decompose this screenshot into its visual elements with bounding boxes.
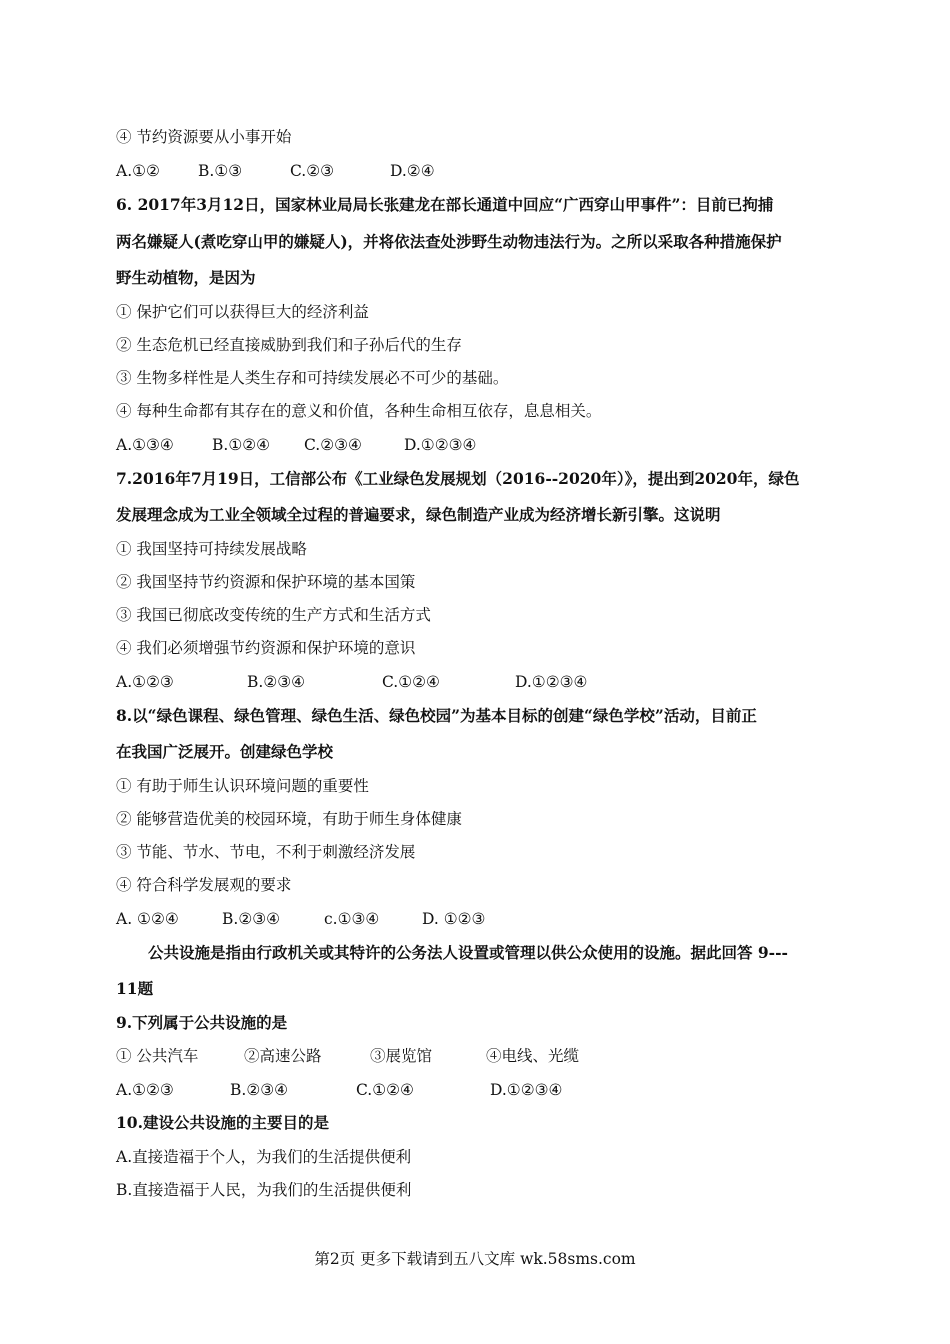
q6-item-4: ④ 每种生命都有其存在的意义和价值，各种生命相互依存，息息相关。 [116, 402, 602, 420]
q8-stem-line-2: 在我国广泛展开。创建绿色学校 [116, 742, 334, 761]
q8-item-4: ④ 符合科学发展观的要求 [116, 876, 292, 894]
intro-line-1: 公共设施是指由行政机关或其特许的公务法人设置或管理以供公众使用的设施。据此回答 9--- [148, 943, 788, 962]
q6-option-a: A.①③④ [116, 436, 174, 454]
q6-item-3: ③ 生物多样性是人类生存和可持续发展必不可少的基础。 [116, 369, 509, 387]
q5-item-4: ④ 节约资源要从小事开始 [116, 128, 292, 146]
q9-option-a: A.①②③ [116, 1081, 174, 1099]
q9-item-4: ④电线、光缆 [486, 1047, 580, 1065]
q9-stem: 9.下列属于公共设施的是 [116, 1013, 288, 1032]
q8-option-d: D. ①②③ [422, 910, 486, 928]
q9-option-c: C.①②④ [356, 1081, 414, 1099]
q8-item-2: ② 能够营造优美的校园环境，有助于师生身体健康 [116, 810, 462, 828]
q6-stem-line-2: 两名嫌疑人(煮吃穿山甲的嫌疑人)，并将依法查处涉野生动物违法行为。之所以采取各种措施保护 [116, 232, 782, 251]
q7-option-b: B.②③④ [247, 673, 306, 691]
q9-item-2: ②高速公路 [244, 1047, 322, 1065]
q6-options [116, 435, 476, 455]
q8-option-a: A. ①②④ [116, 910, 179, 928]
q9-item-1: ① 公共汽车 [116, 1047, 199, 1065]
q8-option-b: B.②③④ [222, 910, 281, 928]
q7-stem-line-2: 发展理念成为工业全领域全过程的普遍要求，绿色制造产业成为经济增长新引擎。这说明 [116, 505, 721, 524]
q7-option-a: A.①②③ [116, 673, 174, 691]
q6-stem-line-1: 6. 2017年3月12日，国家林业局局长张建龙在部长通道中回应“广西穿山甲事件”：目前已拘捕 [116, 195, 774, 214]
q5-option-d: D.②④ [390, 162, 435, 180]
q10-option-b: B.直接造福于人民，为我们的生活提供便利 [116, 1181, 412, 1199]
q5-options [116, 161, 435, 181]
q7-options [116, 672, 587, 692]
q9-option-b: B.②③④ [230, 1081, 289, 1099]
q5-option-a: A.①② [116, 162, 160, 180]
q6-item-2: ② 生态危机已经直接威胁到我们和子孙后代的生存 [116, 336, 462, 354]
q8-stem-line-1: 8.以“绿色课程、绿色管理、绿色生活、绿色校园”为基本目标的创建“绿色学校”活动，目前正 [116, 706, 757, 725]
q6-stem-line-3: 野生动植物，是因为 [116, 268, 256, 287]
q7-item-2: ② 我国坚持节约资源和保护环境的基本国策 [116, 573, 416, 591]
intro-line-2: 11题 [116, 979, 154, 998]
q5-option-c: C.②③ [290, 162, 335, 180]
q6-option-c: C.②③④ [304, 436, 362, 454]
q8-item-3: ③ 节能、节水、节电，不利于刺激经济发展 [116, 843, 416, 861]
q7-item-3: ③ 我国已彻底改变传统的生产方式和生活方式 [116, 606, 431, 624]
q10-option-a: A.直接造福于个人，为我们的生活提供便利 [116, 1148, 412, 1166]
q7-stem-line-1: 7.2016年7月19日，工信部公布《工业绿色发展规划（2016--2020年）》，提出到2020年，绿色 [116, 469, 800, 488]
q6-item-1: ① 保护它们可以获得巨大的经济利益 [116, 303, 369, 321]
q8-item-1: ① 有助于师生认识环境问题的重要性 [116, 777, 369, 795]
q8-options [116, 909, 485, 929]
q6-option-d: D.①②③④ [404, 436, 477, 454]
q7-option-c: C.①②④ [382, 673, 440, 691]
q7-option-d: D.①②③④ [515, 673, 588, 691]
q9-options [116, 1080, 562, 1100]
q9-option-d: D.①②③④ [490, 1081, 563, 1099]
q9-items [116, 1046, 579, 1066]
page-footer: 第2页 更多下载请到五八文库 wk.58sms.com [314, 1250, 636, 1268]
q6-option-b: B.①②④ [212, 436, 271, 454]
q9-item-3: ③展览馆 [370, 1047, 433, 1065]
q7-item-1: ① 我国坚持可持续发展战略 [116, 540, 307, 558]
q10-stem: 10.建设公共设施的主要目的是 [116, 1113, 329, 1132]
q7-item-4: ④ 我们必须增强节约资源和保护环境的意识 [116, 639, 416, 657]
q8-option-c: c.①③④ [324, 910, 380, 928]
q5-option-b: B.①③ [198, 162, 243, 180]
